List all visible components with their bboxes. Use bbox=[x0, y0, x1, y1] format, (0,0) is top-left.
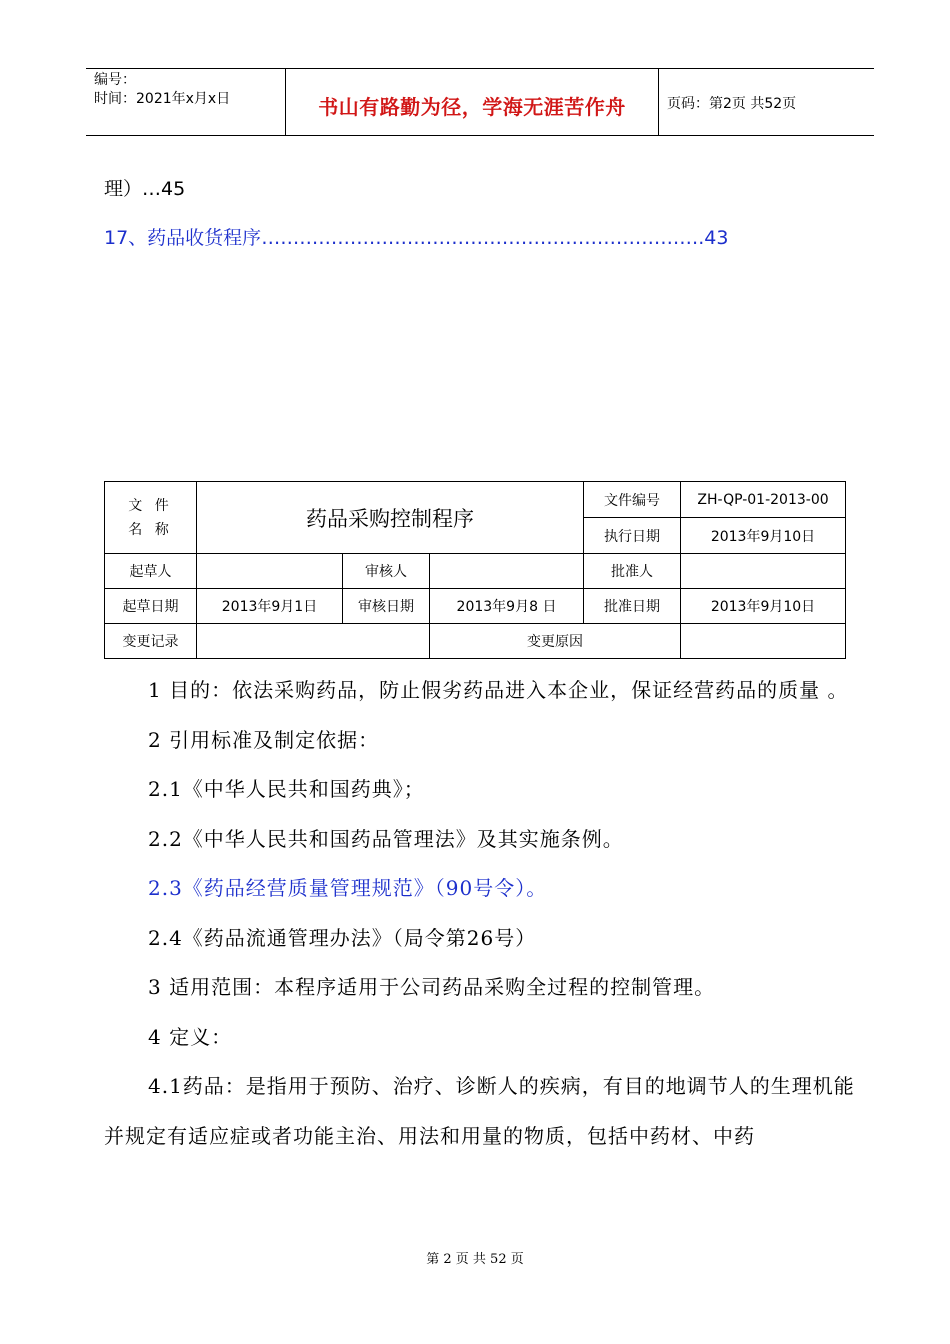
page-footer: 第 2 页 共 52 页 bbox=[426, 1252, 524, 1267]
file-name-label-cell bbox=[105, 482, 197, 554]
header-page-info: 页码：第2页 共52页 bbox=[667, 96, 797, 112]
reference-item: 2.1《中华人民共和国药典》； bbox=[148, 777, 425, 801]
approver-value bbox=[681, 554, 846, 589]
change-record-label: 变更记录 bbox=[105, 624, 197, 659]
reference-item: 2.4《药品流通管理办法》（局令第26号） bbox=[148, 925, 537, 950]
file-name-label-line1: 文 件 bbox=[128, 497, 173, 514]
header-motto: 书山有路勤为径，学海无涯苦作舟 bbox=[318, 95, 626, 119]
document-control-table bbox=[104, 481, 846, 659]
review-date-label: 审核日期 bbox=[343, 589, 430, 624]
toc-entry-leader: …………………………………………………………… bbox=[261, 227, 699, 249]
definition-drug: 4.1药品：是指用于预防、治疗、诊断人的疾病，有目的地调节人的生理机能并规定有适应症或者功能主治、用法和用量的物质，包括中药材、中药 bbox=[104, 1074, 855, 1148]
section-references-heading: 2 引用标准及制定依据： bbox=[148, 727, 380, 752]
section-scope: 3 适用范围：本程序适用于公司药品采购全过程的控制管理。 bbox=[148, 975, 716, 999]
document-code-label: 编号： bbox=[94, 72, 136, 88]
toc-entry-title: 17、药品收货程序 bbox=[104, 227, 262, 249]
draft-date-label: 起草日期 bbox=[105, 589, 197, 624]
drafter-value bbox=[197, 554, 343, 589]
file-name-label-line2: 名 称 bbox=[128, 521, 173, 538]
toc-entry-page: .43 bbox=[698, 227, 729, 249]
review-date-value: 2013年9月8 日 bbox=[430, 589, 584, 624]
change-reason-label: 变更原因 bbox=[430, 624, 681, 659]
header-meta bbox=[94, 71, 230, 109]
document-time-label: 时间：2021年x月x日 bbox=[94, 91, 231, 107]
section-definitions-heading: 4 定义： bbox=[148, 1024, 233, 1049]
reference-item-link[interactable]: 2.3《药品经营质量管理规范》（90号令）。 bbox=[148, 876, 548, 900]
file-number-value: ZH-QP-01-2013-00 bbox=[681, 482, 846, 518]
reviewer-label: 审核人 bbox=[343, 554, 430, 589]
draft-date-value: 2013年9月1日 bbox=[197, 589, 343, 624]
section-purpose: 1 目的：依法采购药品，防止假劣药品进入本企业，保证经营药品的质量 。 bbox=[148, 678, 849, 702]
page-header bbox=[86, 68, 874, 136]
approve-date-label: 批准日期 bbox=[584, 589, 681, 624]
file-number-label: 文件编号 bbox=[584, 482, 681, 518]
header-divider bbox=[658, 69, 659, 135]
document-body bbox=[104, 666, 856, 1161]
execution-date-label: 执行日期 bbox=[584, 518, 681, 554]
toc-entry[interactable] bbox=[104, 223, 774, 250]
approver-label: 批准人 bbox=[584, 554, 681, 589]
drafter-label: 起草人 bbox=[105, 554, 197, 589]
change-reason-value bbox=[681, 624, 846, 659]
execution-date-value: 2013年9月10日 bbox=[681, 518, 846, 554]
reference-item: 2.2《中华人民共和国药品管理法》及其实施条例。 bbox=[148, 826, 624, 851]
toc-continued-line: 理）…45 bbox=[104, 178, 186, 200]
document-title: 药品采购控制程序 bbox=[197, 482, 584, 554]
change-record-value bbox=[197, 624, 430, 659]
reviewer-value bbox=[430, 554, 584, 589]
approve-date-value: 2013年9月10日 bbox=[681, 589, 846, 624]
